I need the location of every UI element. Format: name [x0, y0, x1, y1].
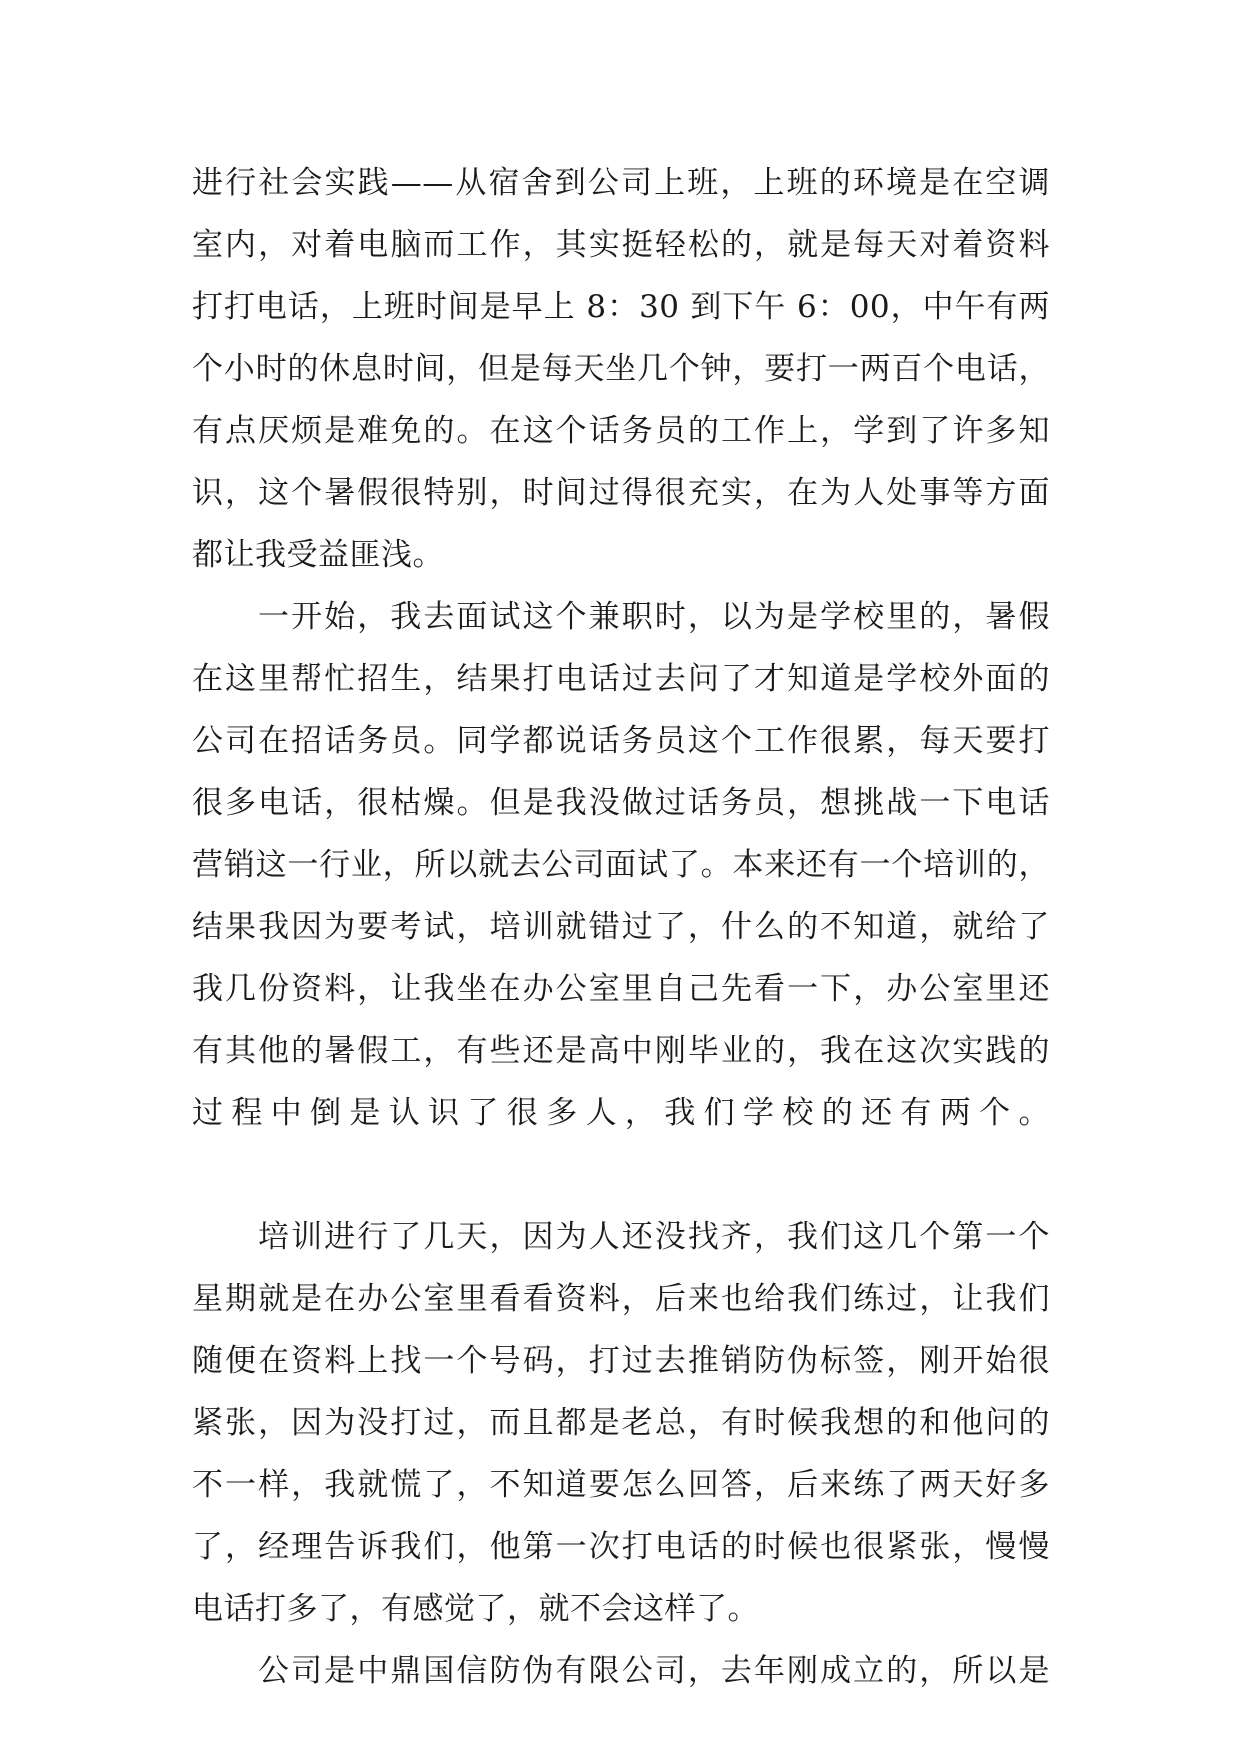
- text-line: 公司是中鼎国信防伪有限公司，去年刚成立的，所以是: [258, 1653, 1050, 1689]
- text-line: 我几份资料，让我坐在办公室里自己先看一下，办公室里还: [192, 971, 1050, 1007]
- text-line: 室内，对着电脑而工作，其实挺轻松的，就是每天对着资料: [192, 227, 1050, 263]
- text-line: 有其他的暑假工，有些还是高中刚毕业的，我在这次实践的: [192, 1033, 1050, 1069]
- text-line: 个小时的休息时间，但是每天坐几个钟，要打一两百个电话，: [192, 351, 1050, 387]
- text-line: 一开始，我去面试这个兼职时，以为是学校里的，暑假: [258, 599, 1050, 635]
- text-line: 很多电话，很枯燥。但是我没做过话务员，想挑战一下电话: [192, 785, 1050, 821]
- text-line: 过程中倒是认识了很多人，我们学校的还有两个。: [192, 1095, 1050, 1131]
- text-line: 有点厌烦是难免的。在这个话务员的工作上，学到了许多知: [192, 413, 1050, 449]
- text-line: 星期就是在办公室里看看资料，后来也给我们练过，让我们: [192, 1281, 1050, 1317]
- text-line: [192, 1144, 1050, 1206]
- text-line: 进行社会实践——从宿舍到公司上班，上班的环境是在空调: [192, 165, 1050, 201]
- text-line: 结果我因为要考试，培训就错过了，什么的不知道，就给了: [192, 909, 1050, 945]
- text-line: 了，经理告诉我们，他第一次打电话的时候也很紧张，慢慢: [192, 1529, 1050, 1565]
- text-line: 随便在资料上找一个号码，打过去推销防伪标签，刚开始很: [192, 1343, 1050, 1379]
- text-line: 培训进行了几天，因为人还没找齐，我们这几个第一个: [258, 1219, 1050, 1255]
- text-line: 识，这个暑假很特别，时间过得很充实，在为人处事等方面: [192, 475, 1050, 511]
- text-line: 营销这一行业，所以就去公司面试了。本来还有一个培训的，: [192, 847, 1050, 883]
- text-line: 都让我受益匪浅。: [192, 537, 444, 573]
- text-line: 在这里帮忙招生，结果打电话过去问了才知道是学校外面的: [192, 661, 1050, 697]
- text-line: 紧张，因为没打过，而且都是老总，有时候我想的和他问的: [192, 1405, 1050, 1441]
- body-text: [192, 152, 1050, 1702]
- text-line: 打打电话，上班时间是早上 8：30 到下午 6：00，中午有两: [192, 289, 1050, 325]
- text-line: 电话打多了，有感觉了，就不会这样了。: [192, 1591, 759, 1627]
- text-line: 不一样，我就慌了，不知道要怎么回答，后来练了两天好多: [192, 1467, 1050, 1503]
- text-line: 公司在招话务员。同学都说话务员这个工作很累，每天要打: [192, 723, 1050, 759]
